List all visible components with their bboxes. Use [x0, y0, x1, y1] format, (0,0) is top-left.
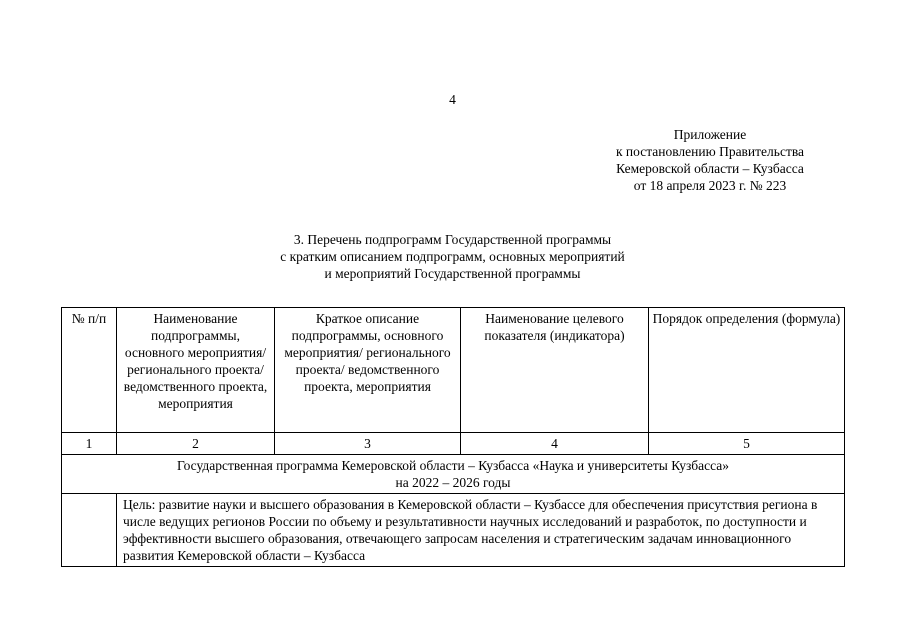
program-title-line: на 2022 – 2026 годы [395, 475, 511, 490]
column-number: 3 [275, 433, 461, 455]
title-line: 3. Перечень подпрограмм Государственной программы [293, 232, 612, 247]
column-number: 4 [461, 433, 649, 455]
header-description: Краткое описание подпрограммы, основного мероприятия/ регионального проекта/ ведомственного проекта, мероприятия [275, 308, 461, 433]
column-numbers-row [62, 433, 845, 455]
title-line: и мероприятий Государственной программы [324, 266, 581, 281]
program-row [62, 455, 845, 494]
program-title-cell [62, 455, 845, 494]
column-number: 5 [649, 433, 845, 455]
program-title-line: Государственная программа Кемеровской области – Кузбасса «Наука и университеты Кузбасса» [176, 458, 730, 473]
goal-row [62, 494, 845, 567]
table-header-row [62, 308, 845, 433]
subprograms-table [61, 307, 845, 567]
header-name: Наименование подпрограммы, основного мероприятия/ регионального проекта/ ведомственного проекта, мероприятия [117, 308, 275, 433]
appendix-block [560, 126, 905, 194]
appendix-line: от 18 апреля 2023 г. № 223 [633, 178, 787, 193]
appendix-line: Кемеровской области – Кузбасса [616, 161, 804, 176]
header-formula: Порядок определения (формула) [649, 308, 845, 433]
goal-text: Цель: развитие науки и высшего образования в Кемеровской области – Кузбассе для обеспечения присутствия региона в числе ведущих регионов России по объему и результативности научных исследований и разработок, по доступности и эффективности высшего образования, отвечающего запросам населения и стратегическим задачам инновационного развития Кемеровской области – Кузбасса [117, 494, 845, 567]
appendix-line: Приложение [673, 127, 747, 142]
page-number: 4 [449, 92, 456, 107]
title-line: с кратким описанием подпрограмм, основных мероприятий [280, 249, 625, 264]
column-number: 2 [117, 433, 275, 455]
goal-num-cell [62, 494, 117, 567]
document-title [200, 231, 705, 282]
header-num: № п/п [62, 308, 117, 433]
header-indicator: Наименование целевого показателя (индикатора) [461, 308, 649, 433]
appendix-line: к постановлению Правительства [615, 144, 805, 159]
column-number: 1 [62, 433, 117, 455]
